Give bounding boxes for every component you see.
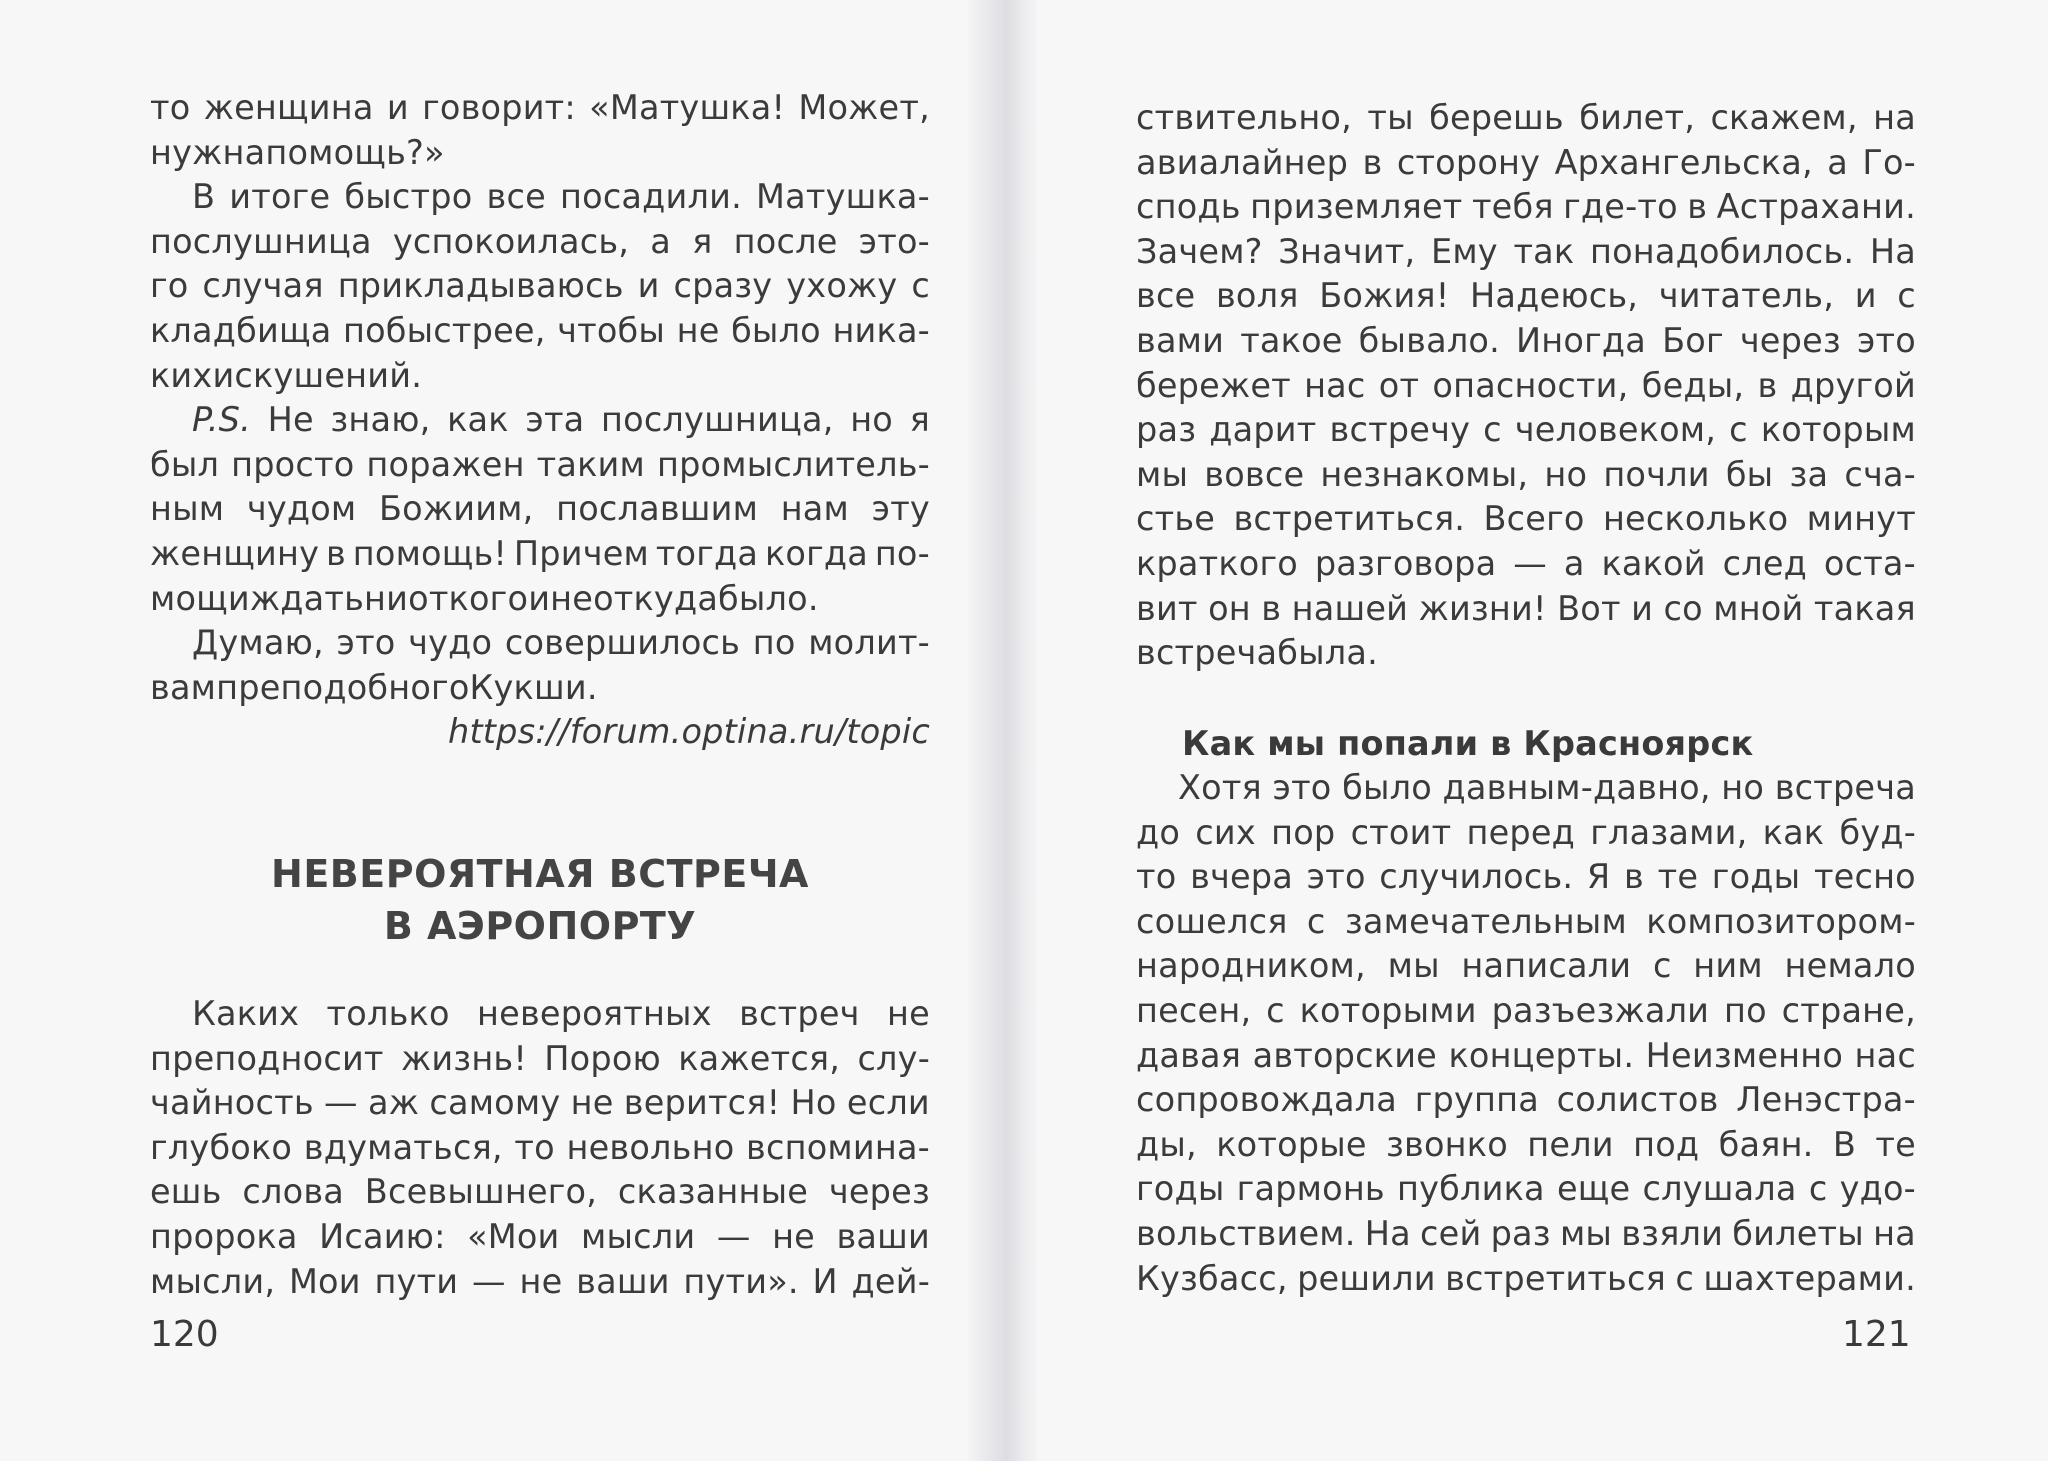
text-line: Думаю, это чудо совершилось по молит- bbox=[192, 623, 930, 663]
right-page-top-text bbox=[1136, 96, 1916, 676]
text-line: был просто поражен таким промыслитель- bbox=[150, 444, 930, 484]
left-page-bottom-text bbox=[150, 992, 930, 1304]
page-number-left: 120 bbox=[150, 1314, 219, 1355]
right-page-bottom-text bbox=[1136, 766, 1916, 1301]
text-line: преподносит жизнь! Порою кажется, слу- bbox=[150, 1038, 930, 1078]
text-line: мы вовсе незнакомы, но почли бы за сча- bbox=[1136, 454, 1916, 494]
left-page-top-text bbox=[150, 86, 930, 710]
text-line: то вчера это случилось. Я в те годы тесно bbox=[1136, 857, 1916, 897]
text-line: народником, мы написали с ним немало bbox=[1136, 946, 1916, 986]
chapter-heading-line1: НЕВЕРОЯТНАЯ ВСТРЕЧА bbox=[271, 852, 809, 896]
text-line: P.S. Не знаю, как эта послушница, но я bbox=[192, 400, 930, 440]
text-line: мысли, Мои пути — не ваши пути». И дей- bbox=[150, 1261, 930, 1301]
text-line: краткого разговора — а какой след оста- bbox=[1136, 543, 1916, 583]
text-line: бережет нас от опасности, беды, в другой bbox=[1136, 365, 1916, 405]
text-line: стье встретиться. Всего несколько минут bbox=[1136, 499, 1916, 539]
text-line: глубоко вдуматься, то невольно вспомина- bbox=[150, 1127, 930, 1167]
text-line: Зачем? Значит, Ему так понадобилось. На bbox=[1136, 231, 1916, 271]
text-line: Каких только невероятных встреч не bbox=[192, 994, 930, 1033]
text-line: Хотя это было давным-давно, но встреча bbox=[1178, 768, 1916, 807]
text-line: встреча была. bbox=[1136, 633, 1378, 673]
text-line: вит он в нашей жизни! Вот и со мной такая bbox=[1136, 588, 1916, 628]
text-line: женщину в помощь! Причем тогда когда по- bbox=[150, 533, 930, 573]
text-line: кладбища побыстрее, чтобы не было ника- bbox=[150, 310, 930, 350]
source-citation: https://forum.optina.ru/topic bbox=[448, 712, 930, 751]
text-line: песен, с которыми разъезжали по стране, bbox=[1136, 990, 1916, 1030]
text-line: авиалайнер в сторону Архангельска, а Го- bbox=[1136, 142, 1916, 182]
text-line: ких искушений. bbox=[150, 355, 423, 395]
page-number-right: 121 bbox=[1842, 1314, 1911, 1355]
text-line: ды, которые звонко пели под баян. В те bbox=[1136, 1124, 1916, 1164]
text-line: вольствием. На сей раз мы взяли билеты на bbox=[1136, 1213, 1916, 1253]
text-line: мощи ждать ни от кого и неоткуда было. bbox=[150, 578, 819, 618]
text-line: послушница успокоилась, а я после это- bbox=[150, 221, 930, 261]
text-line: раз дарит встречу с человеком, с которым bbox=[1136, 410, 1916, 450]
text-line: сошелся с замечательным композитором- bbox=[1136, 901, 1916, 941]
chapter-heading-line2: В АЭРОПОРТУ bbox=[383, 904, 697, 948]
book-gutter bbox=[968, 0, 1038, 1461]
text-line: чайность — аж самому не верится! Но если bbox=[150, 1083, 930, 1123]
text-line: до сих пор стоит перед глазами, как буд- bbox=[1136, 812, 1916, 852]
text-line: вами такое бывало. Иногда Бог через это bbox=[1136, 320, 1916, 360]
text-line: то женщина и говорит: «Матушка! Может, bbox=[150, 88, 930, 127]
text-line: пророка Исаию: «Мои мысли — не ваши bbox=[150, 1216, 930, 1256]
text-line: годы гармонь публика еще слушала с удо- bbox=[1136, 1169, 1916, 1209]
text-line: нужна помощь?» bbox=[150, 132, 445, 172]
text-line: вам преподобного Кукши. bbox=[150, 667, 598, 707]
text-line: давая авторские концерты. Неизменно нас bbox=[1136, 1035, 1916, 1075]
chapter-heading bbox=[150, 848, 930, 952]
text-line: В итоге быстро все посадили. Матушка- bbox=[192, 177, 930, 217]
text-line: ешь слова Всевышнего, сказанные через bbox=[150, 1172, 930, 1212]
text-line: сопровождала группа солистов Ленэстра- bbox=[1136, 1080, 1916, 1120]
text-line: сподь приземляет тебя где-то в Астрахани. bbox=[1136, 187, 1916, 227]
text-line: го случая прикладываюсь и сразу ухожу с bbox=[150, 266, 930, 306]
section-subheading: Как мы попали в Красноярск bbox=[1182, 724, 1754, 763]
text-line: ствительно, ты берешь билет, скажем, на bbox=[1136, 98, 1916, 137]
text-line: все воля Божия! Надеюсь, читатель, и с bbox=[1136, 276, 1916, 316]
text-line: Кузбасс, решили встретиться с шахтерами. bbox=[1136, 1258, 1916, 1298]
text-line: ным чудом Божиим, пославшим нам эту bbox=[150, 489, 930, 529]
